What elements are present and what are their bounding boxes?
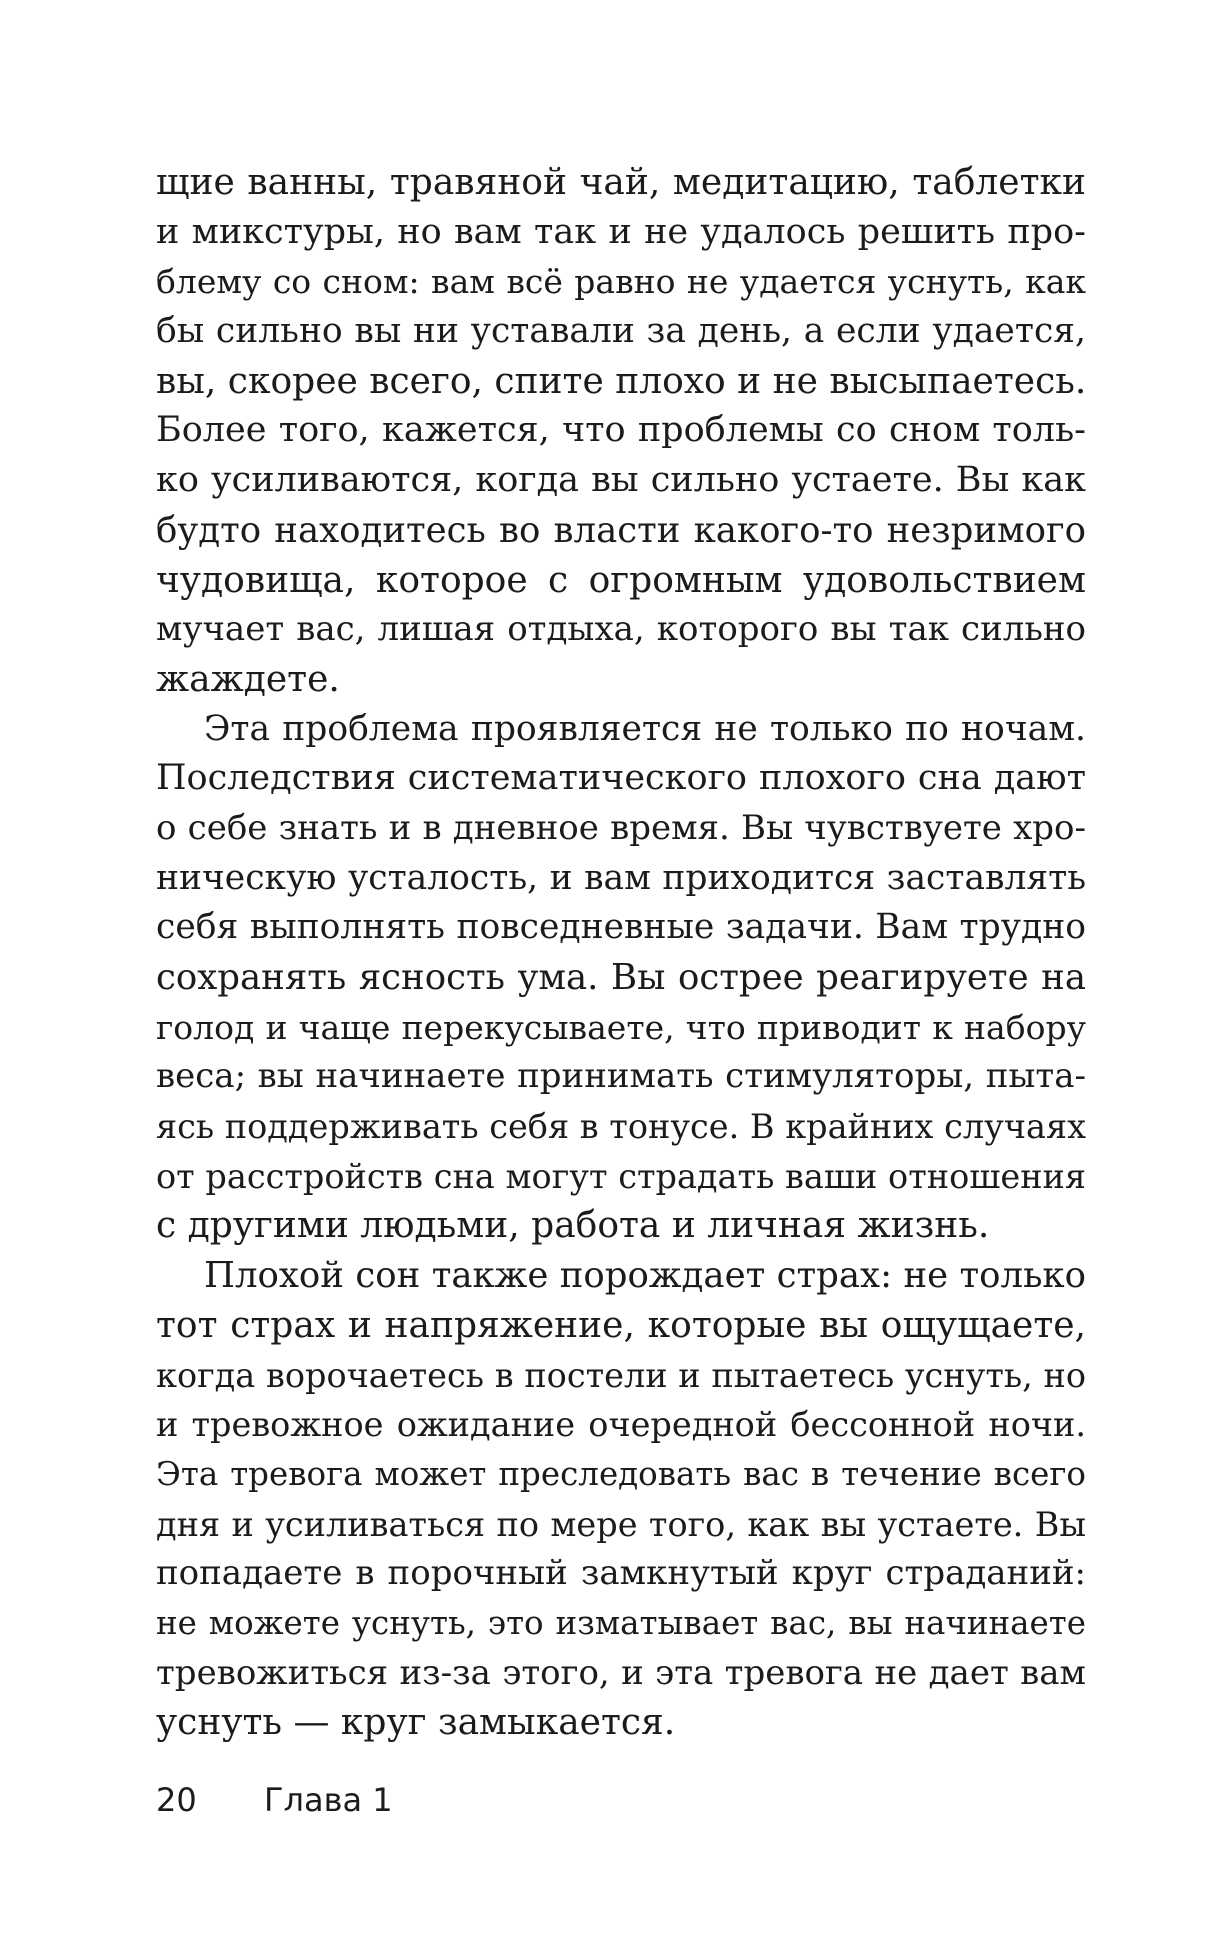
page-footer (156, 1780, 393, 1820)
body-text (156, 158, 1086, 1748)
text-line: от расстройств сна могут страдать ваши отношения (156, 1156, 1086, 1196)
text-line: чудовища, которое с огромным удовольствием (156, 559, 1086, 601)
text-line: мучает вас, лишая отдыха, которого вы так сильно (156, 609, 1086, 650)
text-line: и тревожное ожидание очередной бессонной ночи. (156, 1405, 1086, 1445)
text-line: веса; вы начинаете принимать стимуляторы, пыта- (156, 1056, 1086, 1097)
text-line: блему со сном: вам всё равно не удается уснуть, как (156, 262, 1086, 302)
text-line: Эта проблема проявляется не только по ночам. (204, 708, 1086, 749)
text-line: сохранять ясность ума. Вы острее реагируете на (156, 957, 1086, 998)
text-line: Эта тревога может преследовать вас в течение всего (156, 1454, 1086, 1493)
text-line: не можете уснуть, это изматывает вас, вы начинаете (156, 1603, 1086, 1642)
text-line: ко усиливаются, когда вы сильно устаете. Вы как (156, 460, 1086, 501)
text-line: голод и чаще перекусываете, что приводит к набору (156, 1007, 1086, 1047)
text-line: попадаете в порочный замкнутый круг страданий: (156, 1553, 1086, 1594)
text-line: тот страх и напряжение, которые вы ощущаете, (156, 1304, 1086, 1346)
text-line: ническую усталость, и вам приходится заставлять (156, 857, 1086, 898)
text-line: дня и усиливаться по мере того, как вы устаете. Вы (156, 1504, 1086, 1544)
chapter-label: Глава 1 (264, 1781, 393, 1819)
text-line: и микстуры, но вам так и не удалось решить про- (156, 211, 1086, 252)
text-line: с другими людьми, работа и личная жизнь. (156, 1205, 990, 1247)
text-line: будто находитесь во власти какого-то незримого (156, 509, 1086, 551)
text-line: тревожиться из-за этого, и эта тревога не дает вам (156, 1652, 1086, 1693)
page-number: 20 (156, 1781, 197, 1819)
text-line: о себе знать и в дневное время. Вы чувствуете хро- (156, 807, 1086, 848)
text-line: уснуть — круг замыкается. (156, 1702, 676, 1744)
text-line: ясь поддерживать себя в тонусе. В крайних случаях (156, 1107, 1086, 1147)
text-line: щие ванны, травяной чай, медитацию, таблетки (156, 162, 1086, 203)
text-line: Плохой сон также порождает страх: не только (204, 1255, 1086, 1297)
text-line: когда ворочаетесь в постели и пытаетесь уснуть, но (156, 1355, 1086, 1395)
text-line: вы, скорее всего, спите плохо и не высыпаетесь. (156, 360, 1086, 402)
text-line: жаждете. (156, 658, 340, 700)
text-line: бы сильно вы ни уставали за день, а если удается, (156, 311, 1086, 352)
text-line: себя выполнять повседневные задачи. Вам трудно (156, 907, 1086, 948)
text-line: Более того, кажется, что проблемы со сном толь- (156, 410, 1086, 451)
text-line: Последствия систематического плохого сна дают (156, 758, 1086, 799)
